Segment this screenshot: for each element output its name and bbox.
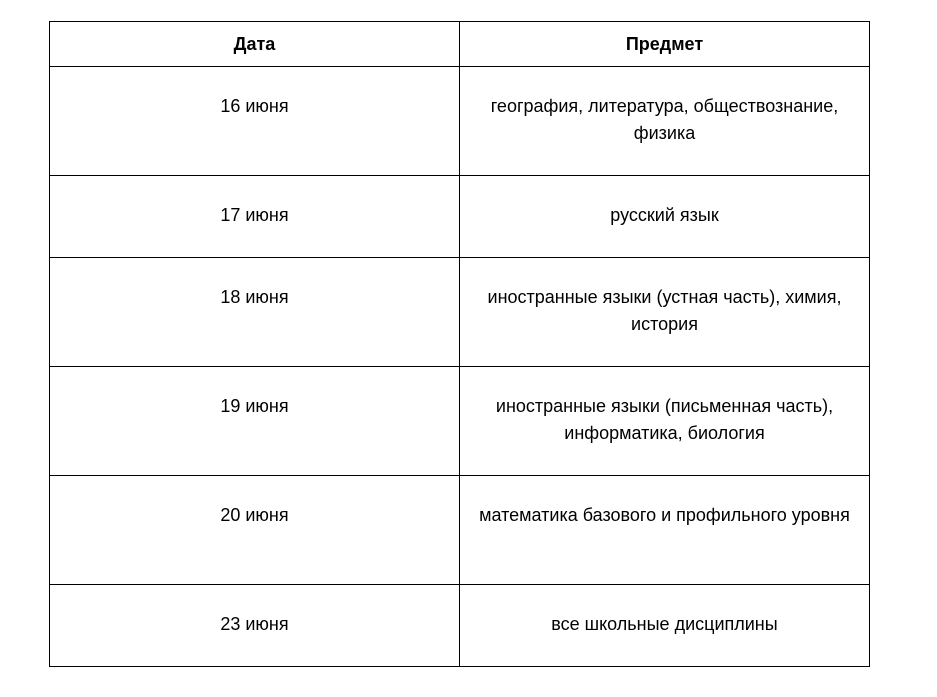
subject-cell: все школьные дисциплины (460, 585, 870, 667)
date-cell: 19 июня (50, 367, 460, 476)
date-cell: 23 июня (50, 585, 460, 667)
table-row (50, 258, 870, 367)
date-cell: 18 июня (50, 258, 460, 367)
table-header-row (50, 22, 870, 67)
table-row (50, 176, 870, 258)
subject-cell: иностранные языки (письменная часть), информатика, биология (460, 367, 870, 476)
table-row (50, 67, 870, 176)
table-row (50, 476, 870, 585)
table-row (50, 367, 870, 476)
subject-cell: иностранные языки (устная часть), химия, история (460, 258, 870, 367)
subject-cell: география, литература, обществознание, физика (460, 67, 870, 176)
header-date: Дата (50, 22, 460, 67)
subject-cell: русский язык (460, 176, 870, 258)
date-cell: 17 июня (50, 176, 460, 258)
exam-schedule-table (49, 21, 870, 667)
date-cell: 20 июня (50, 476, 460, 585)
table-row (50, 585, 870, 667)
subject-cell: математика базового и профильного уровня (460, 476, 870, 585)
header-subject: Предмет (460, 22, 870, 67)
date-cell: 16 июня (50, 67, 460, 176)
